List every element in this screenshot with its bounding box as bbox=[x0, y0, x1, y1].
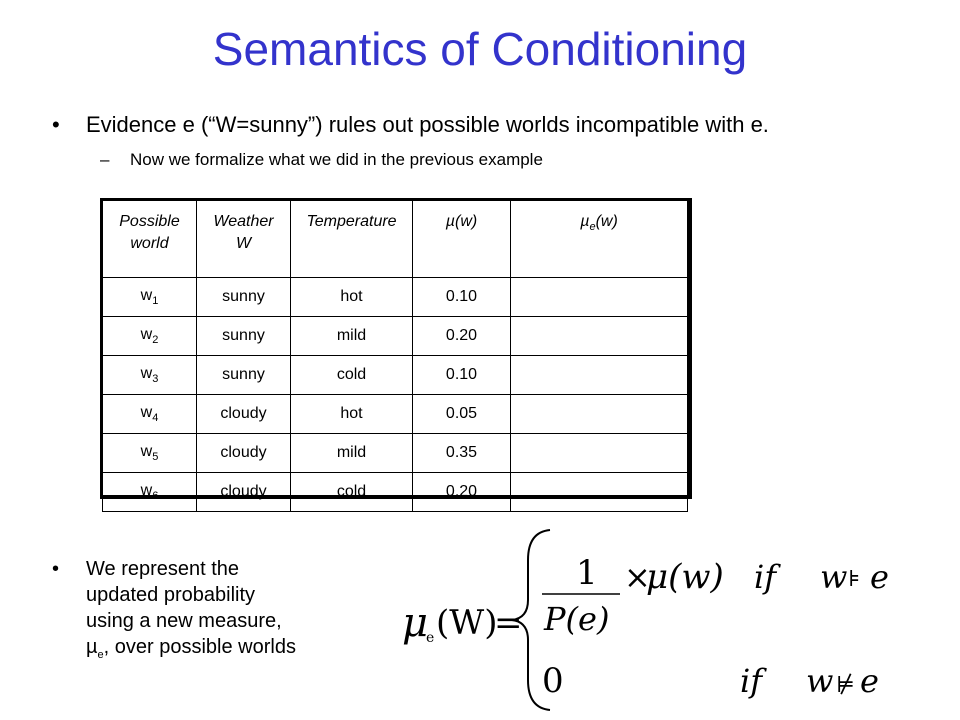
cell-temperature: cold bbox=[291, 473, 413, 512]
formula-if-1: if bbox=[754, 558, 777, 596]
cell-world: $w_2$ bbox=[103, 317, 197, 356]
header-mu: µ(w) bbox=[413, 201, 511, 278]
bullet-new-measure bbox=[52, 556, 296, 668]
table-row bbox=[103, 317, 688, 356]
cell-mu: 0.10 bbox=[413, 278, 511, 317]
formula-numerator: 1 bbox=[576, 553, 598, 593]
cell-mu: 0.20 bbox=[413, 473, 511, 512]
formula-denominator: P(e) bbox=[544, 600, 610, 638]
cell-world: $w_1$ bbox=[103, 278, 197, 317]
table-row bbox=[103, 473, 688, 512]
formula-zero: 0 bbox=[542, 661, 564, 701]
cell-mu-e bbox=[511, 434, 688, 473]
table-row bbox=[103, 395, 688, 434]
cell-mu-e bbox=[511, 356, 688, 395]
sub-bullet-marker: – bbox=[100, 150, 110, 169]
formula-entails-symbol: ⊧ bbox=[848, 567, 861, 592]
formula-mu-w: μ(w) bbox=[646, 557, 724, 597]
bullet-marker: • bbox=[52, 558, 60, 580]
cell-weather: sunny bbox=[197, 278, 291, 317]
cell-weather: cloudy bbox=[197, 395, 291, 434]
table-row bbox=[103, 434, 688, 473]
cell-world: $w_5$ bbox=[103, 434, 197, 473]
cell-world: $w_6$ bbox=[103, 473, 197, 512]
bullet-line-1: We represent the bbox=[86, 558, 240, 580]
header-mu-e: µ$_e$(w) bbox=[511, 201, 688, 278]
cell-mu-e bbox=[511, 317, 688, 356]
table-row bbox=[103, 278, 688, 317]
formula-cond2-e: e bbox=[860, 662, 879, 700]
cell-mu: 0.05 bbox=[413, 395, 511, 434]
cell-mu-e bbox=[511, 278, 688, 317]
conditioning-formula bbox=[400, 520, 920, 720]
formula-if-2: if bbox=[740, 662, 763, 700]
header-possible-world: Possible world bbox=[103, 201, 197, 278]
cell-mu: 0.10 bbox=[413, 356, 511, 395]
cell-world: $w_3$ bbox=[103, 356, 197, 395]
cell-temperature: hot bbox=[291, 278, 413, 317]
header-temperature: Temperature bbox=[291, 201, 413, 278]
formula-lhs-mu: μ bbox=[402, 600, 428, 646]
sub-bullet-formalize bbox=[100, 150, 543, 170]
cell-weather: sunny bbox=[197, 317, 291, 356]
slide-title: Semantics of Conditioning bbox=[212, 23, 748, 75]
formula-cond1-w: w bbox=[820, 558, 848, 596]
sub-bullet-text: Now we formalize what we did in the previous example bbox=[130, 150, 543, 169]
cell-temperature: mild bbox=[291, 434, 413, 473]
bullet-line-2: updated probability bbox=[86, 584, 256, 606]
table-header-row bbox=[103, 201, 688, 278]
cell-temperature: hot bbox=[291, 395, 413, 434]
formula-cond2-w: w bbox=[806, 662, 834, 700]
cell-weather: sunny bbox=[197, 356, 291, 395]
formula-not-entails-symbol: ⊭ bbox=[836, 673, 855, 698]
cell-mu-e bbox=[511, 473, 688, 512]
possible-worlds-table bbox=[100, 198, 692, 503]
cell-world: $w_4$ bbox=[103, 395, 197, 434]
bullet-evidence bbox=[52, 112, 769, 138]
bullet-evidence-text: Evidence e (“W=sunny”) rules out possible worlds incompatible with e. bbox=[86, 112, 769, 137]
cell-mu: 0.35 bbox=[413, 434, 511, 473]
cell-mu-e bbox=[511, 395, 688, 434]
header-weather: Weather W bbox=[197, 201, 291, 278]
formula-cond1-e: e bbox=[870, 558, 889, 596]
table-row bbox=[103, 356, 688, 395]
formula-equals: = bbox=[494, 603, 523, 643]
bullet-marker: • bbox=[52, 112, 60, 137]
cell-weather: cloudy bbox=[197, 473, 291, 512]
formula-lhs-arg: (W) bbox=[436, 603, 498, 643]
bullet-line-3: using a new measure, bbox=[86, 610, 282, 632]
cell-mu: 0.20 bbox=[413, 317, 511, 356]
formula-times: × bbox=[624, 558, 651, 596]
cell-temperature: mild bbox=[291, 317, 413, 356]
cell-weather: cloudy bbox=[197, 434, 291, 473]
cell-temperature: cold bbox=[291, 356, 413, 395]
bullet-line-4: µ$_e$, over possible worlds bbox=[86, 636, 296, 661]
formula-lhs-sub: e bbox=[426, 630, 435, 646]
